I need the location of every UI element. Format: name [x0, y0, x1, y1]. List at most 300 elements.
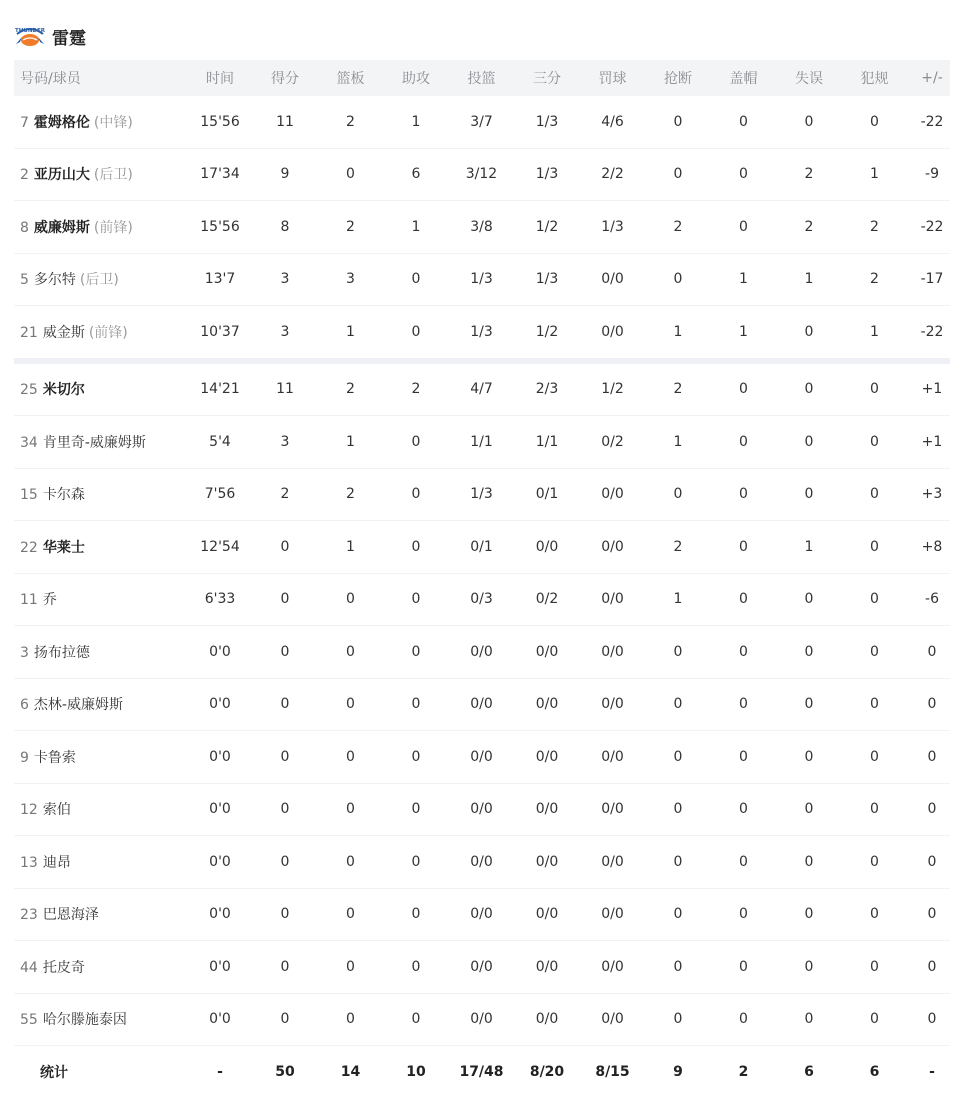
player-cell	[14, 379, 181, 399]
player-position: (后卫)	[79, 272, 119, 289]
stat-cell: 3	[280, 323, 290, 340]
stat-cell: 0	[673, 486, 683, 503]
stat-cell: 0/0	[601, 323, 624, 340]
player-name[interactable]: 多尔特	[33, 272, 76, 289]
player-cell	[14, 112, 181, 132]
stat-cell: 0	[673, 958, 683, 975]
stat-cell: 0	[804, 486, 814, 503]
stat-cell: 0/0	[535, 853, 559, 870]
stat-cell: 0	[346, 1011, 355, 1028]
column-header: 号码/球员	[20, 71, 81, 87]
stat-cell: 0	[870, 538, 879, 555]
player-name[interactable]: 威金斯	[42, 324, 85, 341]
stat-cell: 0	[927, 748, 937, 765]
stat-cell: 2	[870, 271, 879, 288]
player-number: 25	[20, 382, 38, 399]
stat-cell: 2	[346, 113, 355, 130]
stat-cell: 0/0	[535, 958, 559, 975]
stat-cell: 0	[739, 696, 748, 713]
stat-cell: 0/2	[601, 433, 624, 450]
stat-cell: 0/0	[601, 643, 624, 660]
stat-cell: 3	[280, 271, 290, 288]
stat-cell: 0	[804, 323, 814, 340]
stat-cell: 1/3	[470, 323, 493, 340]
stat-cell: 0/0	[535, 1011, 559, 1028]
stat-cell: 0	[411, 643, 421, 660]
player-number: 2	[20, 167, 29, 184]
stat-cell: 1/2	[535, 323, 559, 340]
player-row[interactable]	[14, 521, 950, 574]
player-row[interactable]	[14, 469, 950, 522]
stat-cell: 0	[411, 853, 421, 870]
stat-cell: 1	[411, 113, 421, 130]
stat-cell: 0	[870, 486, 879, 503]
stat-cell: 0	[280, 853, 290, 870]
stat-cell: 0	[804, 906, 814, 923]
stat-cell: 0/0	[601, 538, 624, 555]
player-name[interactable]: 扬布拉德	[33, 644, 90, 661]
stat-cell: 0	[870, 433, 879, 450]
player-cell	[14, 322, 181, 342]
stat-cell: 0	[870, 1011, 879, 1028]
stat-cell: 0	[411, 591, 421, 608]
player-row[interactable]	[14, 626, 950, 679]
stat-cell: 0	[411, 958, 421, 975]
stat-cell: 0/0	[601, 696, 624, 713]
player-name[interactable]: 亚历山大	[33, 167, 90, 184]
column-header: 罚球	[598, 71, 627, 87]
player-row[interactable]	[14, 201, 950, 254]
stat-cell: 0	[870, 113, 879, 130]
player-number: 12	[20, 802, 38, 819]
player-cell	[14, 1009, 181, 1029]
stat-cell: 0	[870, 591, 879, 608]
stat-cell: 1	[739, 271, 748, 288]
stat-cell: 0	[739, 486, 748, 503]
player-name[interactable]: 卡鲁索	[33, 749, 76, 766]
total-stat-cell: 10	[406, 1063, 426, 1080]
stat-cell: 3/8	[470, 218, 493, 235]
stat-cell: 12'54	[200, 538, 240, 555]
stat-cell: 11	[276, 381, 294, 398]
stat-cell: 0/0	[601, 958, 624, 975]
player-number: 6	[20, 697, 29, 714]
table-header	[14, 60, 950, 96]
stat-cell: 1/3	[601, 218, 624, 235]
stat-cell: 2	[870, 218, 879, 235]
stat-cell: 3	[346, 271, 355, 288]
player-cell	[14, 957, 181, 977]
stat-cell: 0	[673, 271, 683, 288]
stat-cell: 0/1	[470, 538, 493, 555]
player-name[interactable]: 霍姆格伦	[33, 114, 90, 131]
stat-cell: 4/7	[470, 381, 493, 398]
stat-cell: 0	[804, 1011, 814, 1028]
stat-cell: 2	[346, 381, 355, 398]
stat-cell: 0'0	[209, 696, 231, 713]
player-row[interactable]	[14, 941, 950, 994]
stat-cell: 0	[411, 801, 421, 818]
stat-cell: 0	[346, 958, 355, 975]
stat-cell: 0/0	[535, 906, 559, 923]
stat-cell: 0	[804, 696, 814, 713]
player-cell	[14, 747, 181, 767]
stat-cell: 14'21	[200, 381, 240, 398]
stat-cell: 1	[739, 323, 748, 340]
total-stat-cell: -	[217, 1063, 223, 1080]
stat-cell: 0	[927, 696, 937, 713]
player-row[interactable]	[14, 731, 950, 784]
player-number: 22	[20, 539, 38, 556]
player-name[interactable]: 巴恩海泽	[42, 907, 99, 924]
stat-cell: 2	[673, 538, 683, 555]
stat-cell: 5'4	[209, 433, 231, 450]
stat-cell: 0/0	[470, 906, 493, 923]
total-stat-cell: 9	[673, 1063, 683, 1080]
player-cell	[14, 537, 181, 557]
stat-cell: 1/2	[601, 381, 624, 398]
stat-cell: 1	[411, 218, 421, 235]
stat-cell: 0	[673, 1011, 683, 1028]
stat-cell: 0/0	[470, 801, 493, 818]
stat-cell: 0	[346, 591, 355, 608]
player-number: 15	[20, 487, 38, 504]
stat-cell: 0	[739, 748, 748, 765]
stat-cell: 2/2	[601, 166, 624, 183]
player-number: 21	[20, 324, 38, 341]
stat-cell: 0/0	[601, 1011, 624, 1028]
stat-cell: 0'0	[209, 853, 231, 870]
stat-cell: 0	[804, 591, 814, 608]
stat-cell: 6'33	[204, 591, 236, 608]
stat-cell: 2	[346, 486, 355, 503]
column-header: 犯规	[860, 71, 889, 87]
player-name[interactable]: 杰林-威廉姆斯	[33, 697, 123, 714]
stat-cell: 1/3	[470, 486, 493, 503]
player-row[interactable]	[14, 364, 950, 417]
stat-cell: 2	[346, 218, 355, 235]
stat-cell: 0	[739, 906, 748, 923]
player-cell	[14, 484, 181, 504]
stat-cell: 15'56	[200, 218, 240, 235]
column-header: 助攻	[402, 71, 430, 87]
player-number: 13	[20, 854, 38, 871]
player-row[interactable]	[14, 836, 950, 889]
column-header: 时间	[206, 71, 234, 87]
stat-cell: 15'56	[200, 113, 240, 130]
team-name: 雷霆	[52, 28, 86, 49]
totals-label: 统计	[40, 1064, 68, 1081]
stat-cell: 0/0	[470, 958, 493, 975]
player-cell	[14, 642, 181, 662]
stat-cell: 0/0	[601, 591, 624, 608]
stat-cell: 3/7	[470, 113, 493, 130]
player-row[interactable]	[14, 784, 950, 837]
player-cell	[14, 799, 181, 819]
thunder-logo-icon	[14, 23, 46, 49]
stat-cell: 0	[870, 381, 879, 398]
stat-cell: 1	[673, 323, 683, 340]
player-row[interactable]	[14, 679, 950, 732]
stat-cell: 0/0	[535, 801, 559, 818]
player-row[interactable]	[14, 306, 950, 364]
stat-cell: 0	[411, 323, 421, 340]
player-row[interactable]	[14, 96, 950, 149]
stat-cell: 0	[346, 853, 355, 870]
stat-cell: 0	[280, 906, 290, 923]
stat-cell: 0	[739, 538, 748, 555]
stat-cell: 0	[280, 538, 290, 555]
total-stat-cell: 8/15	[595, 1063, 630, 1080]
stat-cell: 0	[804, 748, 814, 765]
player-number: 11	[20, 592, 38, 609]
stat-cell: 0	[411, 748, 421, 765]
stat-cell: -6	[925, 591, 939, 608]
stat-cell: 1/3	[535, 271, 559, 288]
stat-cell: 0	[280, 801, 290, 818]
stat-cell: 11	[276, 113, 294, 130]
stat-cell: 1	[804, 271, 814, 288]
stat-cell: 3	[280, 433, 290, 450]
player-position: (中锋)	[93, 114, 133, 131]
total-stat-cell: 6	[804, 1063, 814, 1080]
player-number: 8	[20, 219, 29, 236]
stat-cell: 0	[673, 696, 683, 713]
stat-cell: 0/0	[601, 486, 624, 503]
column-header: 失误	[795, 71, 823, 87]
stat-cell: 0/0	[535, 643, 559, 660]
player-name[interactable]: 哈尔滕施泰因	[42, 1012, 127, 1029]
player-cell	[14, 217, 181, 237]
player-name[interactable]: 乔	[42, 592, 57, 609]
stat-cell: 0	[870, 958, 879, 975]
stat-cell: 0/0	[535, 748, 559, 765]
column-header: 篮板	[336, 71, 365, 87]
player-name[interactable]: 索伯	[42, 802, 71, 819]
stat-cell: 0/0	[535, 538, 559, 555]
player-row[interactable]	[14, 254, 950, 307]
stat-cell: +1	[921, 433, 943, 450]
stat-cell: -22	[920, 323, 944, 340]
stat-cell: 0	[411, 906, 421, 923]
player-cell	[14, 589, 181, 609]
stat-cell: 0	[739, 958, 748, 975]
player-name[interactable]: 华莱士	[42, 539, 85, 556]
player-number: 44	[20, 959, 38, 976]
stat-cell: 6	[411, 166, 421, 183]
stat-cell: 0	[411, 271, 421, 288]
stat-cell: 17'34	[200, 166, 240, 183]
stat-cell: 0	[673, 643, 683, 660]
stat-cell: 0/0	[601, 271, 624, 288]
stat-cell: 0	[927, 1011, 937, 1028]
stat-cell: 0/3	[470, 591, 493, 608]
player-name[interactable]: 卡尔森	[42, 487, 85, 504]
stat-cell: 0	[739, 853, 748, 870]
stat-cell: 0	[673, 906, 683, 923]
stat-cell: 0	[280, 748, 290, 765]
stat-cell: 0	[927, 643, 937, 660]
stat-cell: 0/0	[601, 748, 624, 765]
stat-cell: 1	[673, 433, 683, 450]
player-number: 9	[20, 749, 29, 766]
player-cell	[14, 694, 181, 714]
player-row[interactable]	[14, 416, 950, 469]
stat-cell: 0/2	[535, 591, 559, 608]
stat-cell: 0'0	[209, 801, 231, 818]
stat-cell: 0/0	[470, 853, 493, 870]
column-header: +/-	[921, 70, 943, 86]
stat-cell: 0	[739, 166, 748, 183]
stat-cell: 0	[927, 958, 937, 975]
stat-cell: 2	[804, 166, 814, 183]
stat-cell: 0'0	[209, 958, 231, 975]
stat-cell: 0'0	[209, 1011, 231, 1028]
stat-cell: 0	[739, 643, 748, 660]
stat-cell: +1	[921, 381, 943, 398]
stat-cell: 2	[673, 218, 683, 235]
stat-cell: 0'0	[209, 748, 231, 765]
column-header: 抢断	[664, 71, 692, 87]
box-score-table	[14, 60, 950, 1098]
stat-cell: 0/0	[470, 643, 493, 660]
stat-cell: 2	[804, 218, 814, 235]
player-number: 7	[20, 114, 29, 131]
stat-cell: 0	[411, 1011, 421, 1028]
stat-cell: 1	[346, 538, 355, 555]
stat-cell: -17	[920, 271, 944, 288]
column-header: 盖帽	[729, 71, 758, 87]
stat-cell: 0	[411, 433, 421, 450]
stat-cell: 0	[346, 801, 355, 818]
player-cell	[14, 904, 181, 924]
stat-cell: 1	[673, 591, 683, 608]
player-position: (前锋)	[88, 324, 128, 341]
stat-cell: 0	[804, 958, 814, 975]
stat-cell: 0	[280, 696, 290, 713]
stat-cell: 0	[673, 166, 683, 183]
total-stat-cell: 17/48	[459, 1063, 504, 1080]
stat-cell: 1/2	[535, 218, 559, 235]
stat-cell: +3	[921, 486, 943, 503]
stat-cell: 0	[411, 486, 421, 503]
player-name[interactable]: 米切尔	[42, 382, 85, 399]
column-header: 投篮	[467, 71, 496, 87]
stat-cell: 1	[346, 433, 355, 450]
stat-cell: 0	[804, 853, 814, 870]
stat-cell: 2/3	[535, 381, 559, 398]
stat-cell: 0	[280, 958, 290, 975]
stat-cell: 8	[280, 218, 290, 235]
stat-cell: 13'7	[204, 271, 236, 288]
total-stat-cell: -	[929, 1063, 935, 1080]
stat-cell: 4/6	[601, 113, 624, 130]
stat-cell: 0	[673, 853, 683, 870]
player-position: (后卫)	[93, 167, 133, 184]
stat-cell: 2	[673, 381, 683, 398]
player-name[interactable]: 迪昂	[42, 854, 71, 871]
player-cell	[14, 852, 181, 872]
player-number: 34	[20, 434, 38, 451]
stat-cell: 0/0	[470, 748, 493, 765]
stat-cell: -22	[920, 218, 944, 235]
player-row[interactable]	[14, 994, 950, 1047]
stat-cell: 0	[927, 853, 937, 870]
stat-cell: 9	[280, 166, 290, 183]
stat-cell: -9	[925, 166, 939, 183]
stat-cell: 0	[673, 748, 683, 765]
player-rows	[14, 96, 950, 1046]
stat-cell: 0	[411, 696, 421, 713]
stat-cell: 7'56	[204, 486, 236, 503]
total-stat-cell: 8/20	[529, 1063, 565, 1080]
stat-cell: 0	[280, 591, 290, 608]
player-row[interactable]	[14, 574, 950, 627]
stat-cell: -22	[920, 113, 944, 130]
player-number: 5	[20, 272, 29, 289]
stat-cell: 2	[411, 381, 421, 398]
stat-cell: 1	[870, 323, 879, 340]
column-header: 得分	[271, 71, 299, 87]
stat-cell: 0/0	[535, 696, 559, 713]
column-header: 三分	[533, 71, 561, 87]
player-name[interactable]: 托皮奇	[42, 959, 85, 976]
player-row[interactable]	[14, 149, 950, 202]
stat-cell: 0	[346, 166, 355, 183]
total-stat-cell: 50	[275, 1063, 295, 1080]
stat-cell: 0	[739, 381, 748, 398]
stat-cell: 2	[280, 486, 290, 503]
player-position: (前锋)	[93, 219, 133, 236]
stat-cell: 0	[346, 748, 355, 765]
stat-cell: 3/12	[465, 166, 498, 183]
player-cell	[14, 269, 181, 289]
stat-cell: 1/3	[535, 166, 559, 183]
stat-cell: 0/1	[535, 486, 559, 503]
stat-cell: 1/1	[535, 433, 559, 450]
stat-cell: 0	[870, 748, 879, 765]
stat-cell: 0	[927, 801, 937, 818]
total-stat-cell: 6	[869, 1063, 880, 1080]
stat-cell: 1	[870, 166, 879, 183]
stat-cell: 0	[739, 1011, 748, 1028]
stat-cell: 0	[870, 906, 879, 923]
player-row[interactable]	[14, 889, 950, 942]
player-name[interactable]: 威廉姆斯	[33, 219, 90, 236]
player-number: 23	[20, 907, 38, 924]
stat-cell: 0	[411, 538, 421, 555]
stat-cell: 0	[870, 801, 879, 818]
stat-cell: 0	[927, 906, 937, 923]
stat-cell: 0	[673, 113, 683, 130]
stat-cell: 1	[804, 538, 814, 555]
stat-cell: +8	[921, 538, 943, 555]
player-cell	[14, 432, 181, 452]
stat-cell: 0	[346, 906, 355, 923]
stat-cell: 0	[280, 643, 290, 660]
svg-text:THUNDER: THUNDER	[15, 28, 45, 34]
stat-cell: 0	[870, 643, 879, 660]
player-name[interactable]: 肯里奇-威廉姆斯	[42, 434, 146, 451]
stat-cell: 0	[673, 801, 683, 818]
stat-cell: 0	[804, 801, 814, 818]
stat-cell: 0	[804, 433, 814, 450]
stat-cell: 0/0	[470, 696, 493, 713]
stat-cell: 0'0	[209, 906, 231, 923]
stat-cell: 0'0	[209, 643, 231, 660]
stat-cell: 0	[804, 113, 814, 130]
stat-cell: 0	[804, 643, 814, 660]
